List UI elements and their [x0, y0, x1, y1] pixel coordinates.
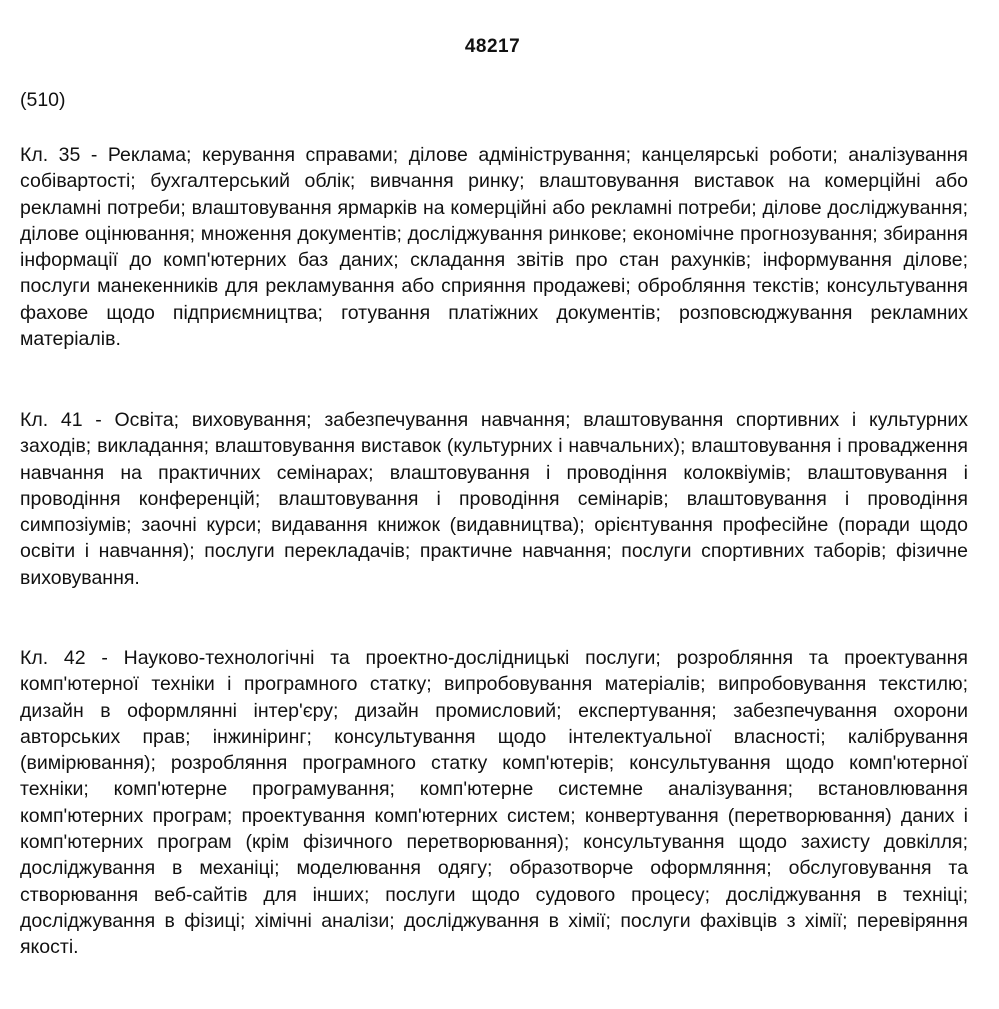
inid-code: (510) — [20, 89, 66, 111]
page-number: 48217 — [464, 36, 521, 57]
class-42-paragraph: Кл. 42 - Науково-технологічні та проектно-дослідницькі послуги; розробляння та проектування комп'ютерної техніки і програмного статку; випробовування матеріалів; випробовування текстилю; дизайн в оформлянні інтер'єру; дизайн промисловий; експертування; забезпечування охорони авторських прав; інжиніринг; консультування щодо інтелектуальної власності; калібрування (вимірювання); розробляння програмного статку комп'ютерів; консультування щодо комп'ютерної техніки; комп'ютерне програмування; комп'ютерне системне аналізування; встановлювання комп'ютерних програм; проектування комп'ютерних систем; конвертування (перетворювання) даних і комп'ютерних програм (крім фізичного перетворювання); консультування щодо захисту довкілля; досліджування в механіці; моделювання одягу; образотворче оформляння; обслуговування та створювання веб-сайтів для інших; послуги щодо судового процесу; досліджування в техніці; досліджування в фізиці; хімічні аналізи; досліджування в хімії; послуги фахівців з хімії; перевіряння якості. — [20, 647, 968, 959]
class-41-paragraph: Кл. 41 - Освіта; виховування; забезпечування навчання; влаштовування спортивних і культурних заходів; викладання; влаштовування виставок (культурних і навчальних); влаштовування і провадження навчання на практичних семінарах; влаштовування і проводіння колоквіумів; влаштовування і проводіння конференцій; влаштовування і проводіння семінарів; влаштовування і проводіння симпозіумів; заочні курси; видавання книжок (видавництва); орієнтування професійне (поради щодо освіти і навчання); послуги перекладачів; практичне навчання; послуги спортивних таборів; фізичне виховування. — [20, 409, 968, 589]
class-35-paragraph: Кл. 35 - Реклама; керування справами; ділове адміністрування; канцелярські роботи; аналізування собівартості; бухгалтерський облік; вивчання ринку; влаштовування виставок на комерційні або рекламні потреби; влаштовування ярмарків на комерційні або рекламні потреби; ділове досліджування; ділове оцінювання; множення документів; досліджування ринкове; економічне прогнозування; збирання інформації до комп'ютерних баз даних; складання звітів про стан рахунків; інформування ділове; послуги манекенників для рекламування або сприяння продажеві; обробляння текстів; консультування фахове щодо підприємництва; готування платіжних документів; розповсюджування рекламних матеріалів. — [20, 144, 968, 351]
